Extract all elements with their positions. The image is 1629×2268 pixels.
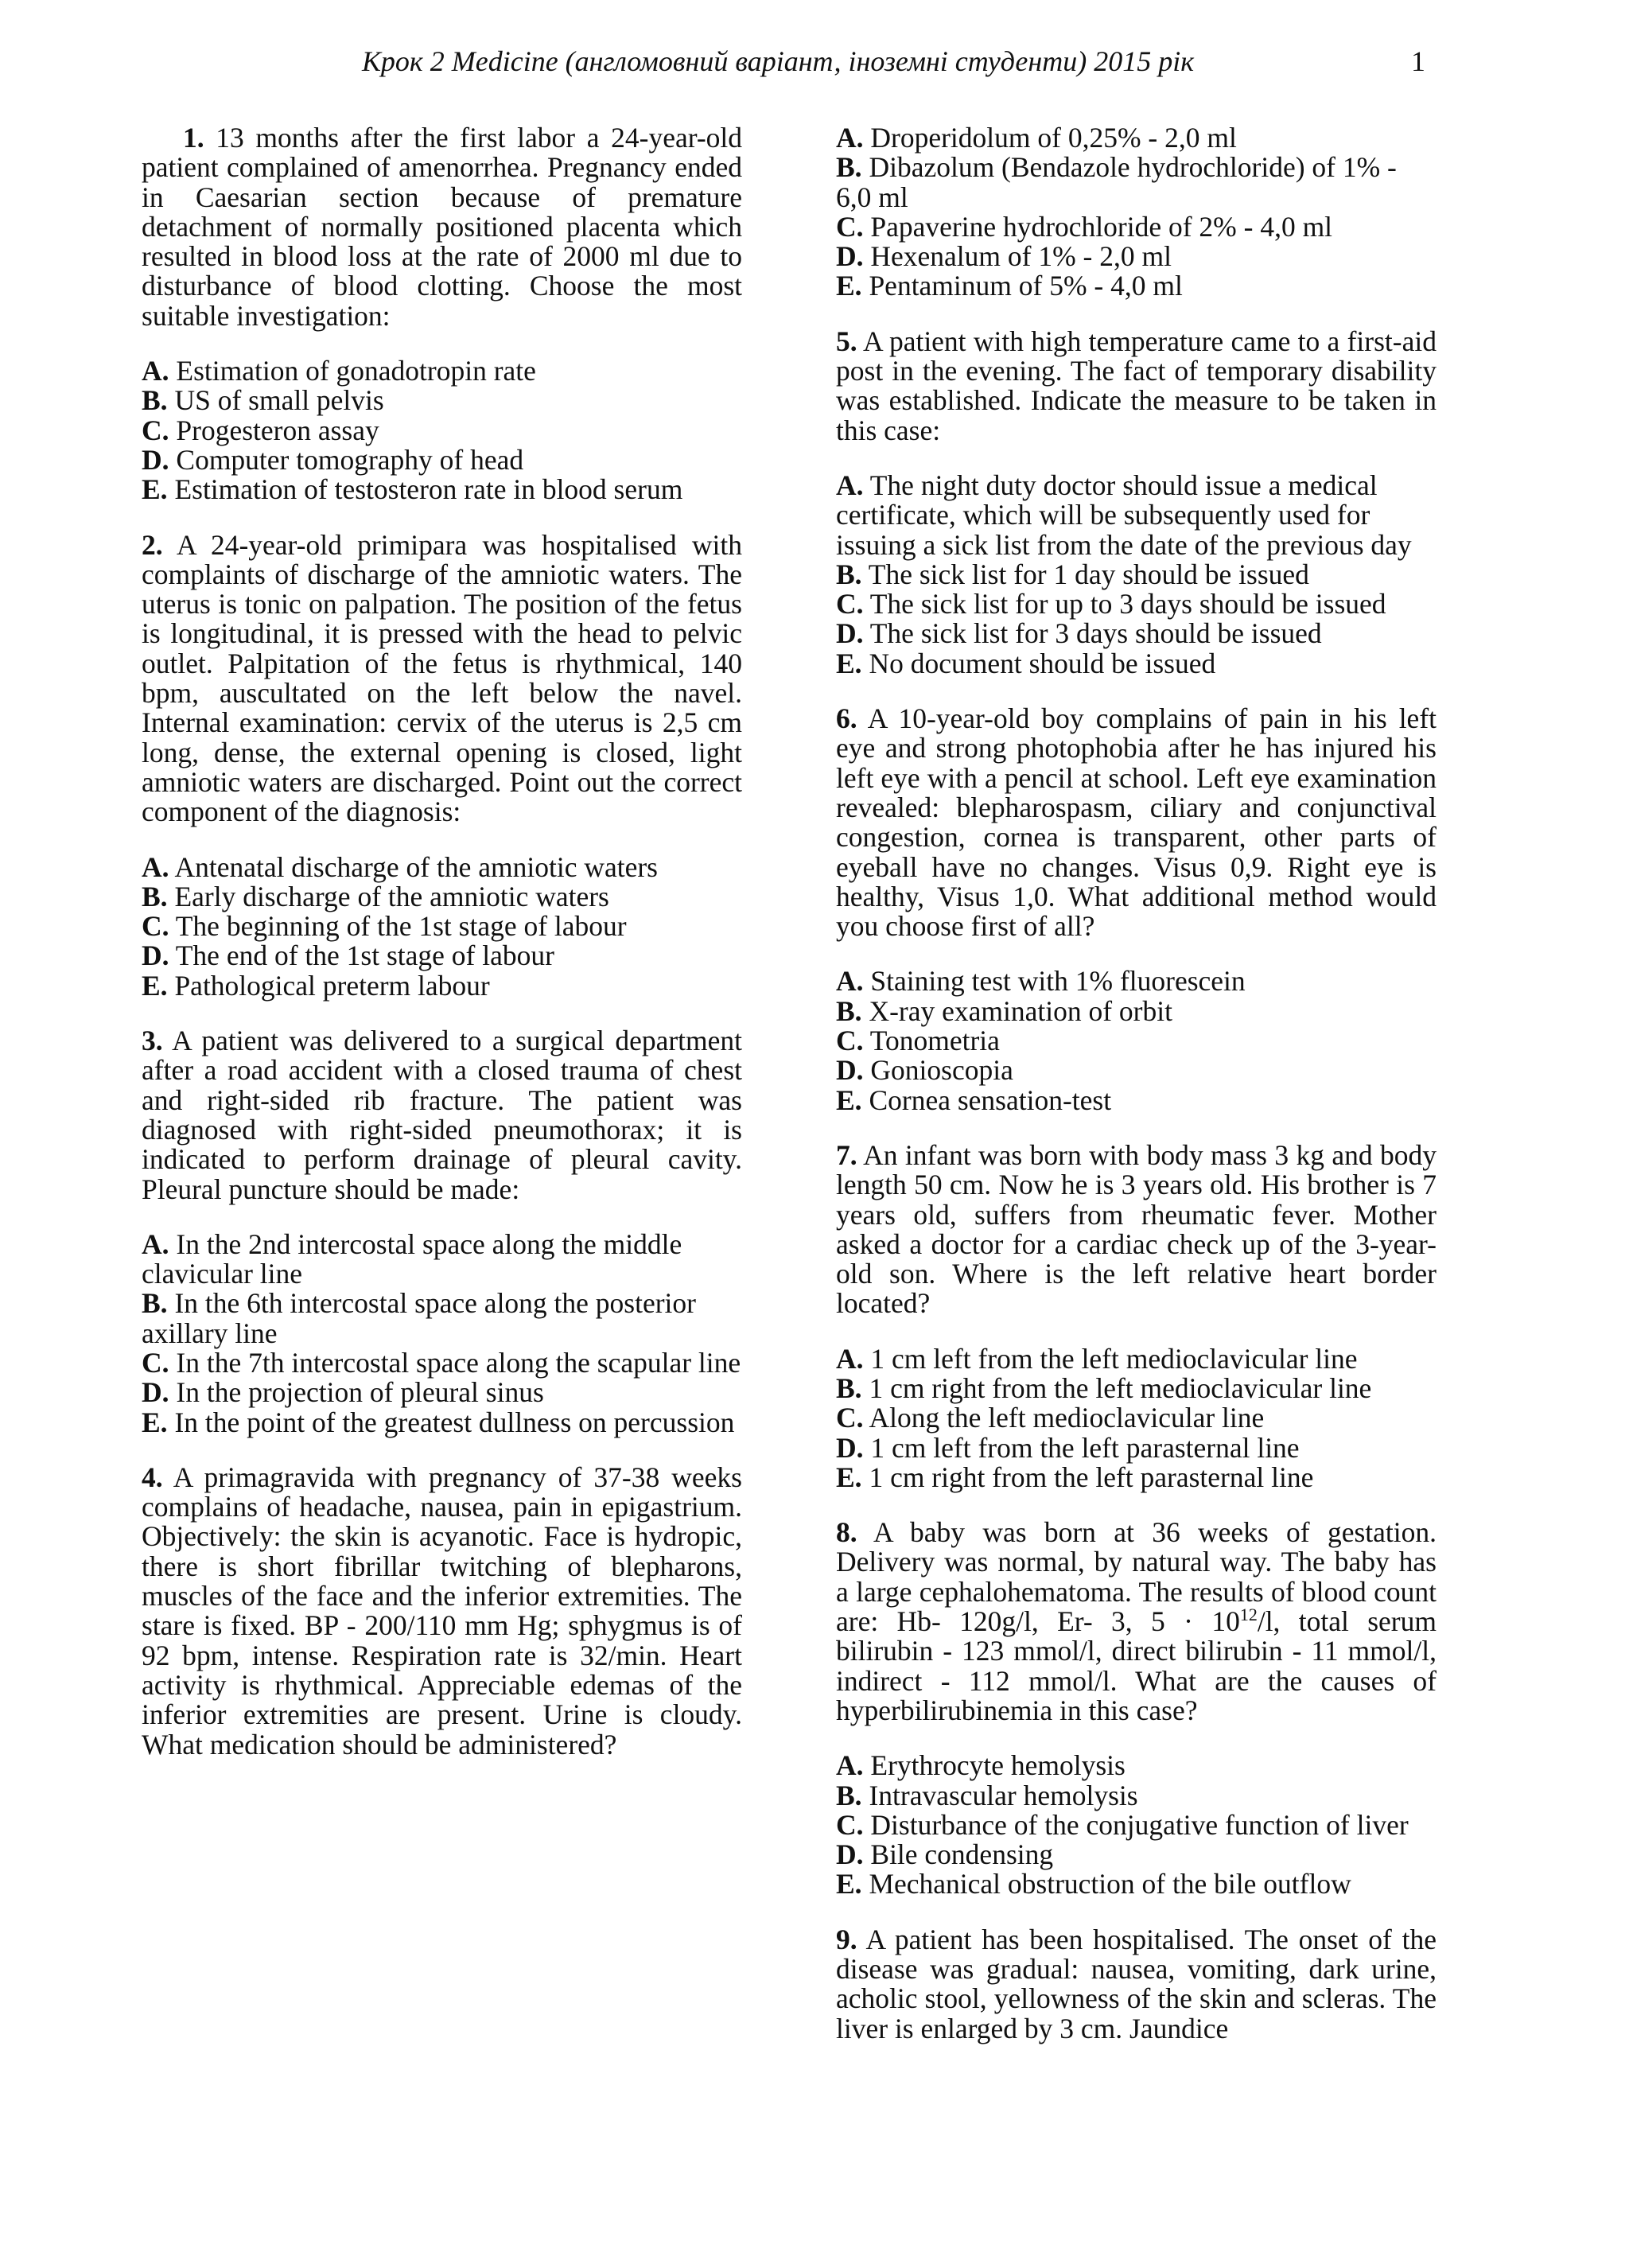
question-text: A 10-year-old boy complains of pain in his left eye and strong photophobia after he has injured his left eye with a pencil at school. Left eye examination revealed: blepharospasm, ciliary and conjunctival congestion, cornea is transparent, other parts of eyeball have no changes. Visus 0,9. Right eye is healthy, Visus 1,0. What additional method would you choose first of all? — [836, 702, 1437, 943]
option-text: Hexenalum of 1% - 2,0 ml — [870, 240, 1172, 273]
option-text: 1 cm left from the left parasternal line — [870, 1431, 1300, 1464]
answer-option — [142, 912, 742, 941]
option-text: Dibazolum (Bendazole hydrochloride) of 1% - 6,0 ml — [836, 151, 1397, 213]
option-text: Droperidolum of 0,25% - 2,0 ml — [870, 122, 1237, 154]
question-number: 7. — [836, 1138, 857, 1171]
option-letter: B. — [836, 151, 862, 184]
answer-option — [142, 1378, 742, 1407]
question-number: 5. — [836, 325, 857, 357]
answer-option — [142, 1227, 742, 1290]
page-header — [0, 41, 1629, 89]
option-text: Bile condensing — [870, 1838, 1054, 1871]
answer-option — [142, 1289, 742, 1348]
answer-option — [836, 1808, 1437, 1841]
option-text: Disturbance of the conjugative function of liver — [870, 1808, 1409, 1841]
option-letter: D. — [836, 1431, 864, 1464]
answer-option — [836, 1026, 1437, 1056]
option-text: Estimation of gonadotropin rate — [176, 355, 536, 387]
option-text: X-ray examination of orbit — [869, 994, 1172, 1027]
answer-option — [142, 445, 742, 475]
question-7 — [836, 1138, 1437, 1493]
option-letter: B. — [836, 1779, 862, 1811]
answer-option — [836, 153, 1437, 212]
answer-options — [142, 850, 742, 1002]
option-text: In the 2nd intercostal space along the middle clavicular line — [142, 1227, 682, 1290]
answer-option — [836, 619, 1437, 648]
answer-option — [836, 1463, 1437, 1492]
option-letter: D. — [836, 240, 864, 273]
option-letter: A. — [836, 469, 864, 501]
option-text: Erythrocyte hemolysis — [870, 1749, 1126, 1782]
answer-option — [142, 882, 742, 912]
option-letter: D. — [836, 1054, 864, 1087]
answer-option — [836, 1840, 1437, 1869]
option-text: Along the left medioclavicular line — [869, 1402, 1265, 1434]
option-text: Papaverine hydrochloride of 2% - 4,0 ml — [870, 210, 1333, 243]
answer-options — [142, 1227, 742, 1438]
option-letter: C. — [836, 1025, 864, 1057]
option-letter: E. — [142, 1406, 168, 1438]
option-letter: D. — [142, 939, 169, 972]
option-letter: B. — [836, 994, 862, 1027]
page-number: 1 — [1411, 45, 1425, 77]
option-text: Mechanical obstruction of the bile outflow — [869, 1868, 1351, 1900]
question-number: 9. — [836, 1923, 857, 1955]
question-stem — [836, 1518, 1437, 1725]
option-letter: B. — [142, 880, 168, 912]
question-stem — [142, 1463, 742, 1760]
option-text: No document should be issued — [869, 647, 1216, 679]
answer-option — [142, 416, 742, 445]
option-text: US of small pelvis — [174, 384, 384, 417]
question-text: A 24-year-old primipara was hospitalised with complaints of discharge of the amniotic waters. The uterus is tonic on palpation. The position of the fetus is longitudinal, it is pressed with the head to pelvic outlet. Palpitation of the fetus is rhythmical, 140 bpm, auscultated on the left below the navel. Internal examination: cervix of the uterus is 2,5 cm long, dense, the external opening is closed, light amniotic waters are discharged. Point out the correct component of the diagnosis: — [142, 528, 742, 828]
question-text: A primagravida with pregnancy of 37-38 weeks complains of headache, nausea, pain in epigastrium. Objectively: the skin is acyanotic. Face is hydropic, there is short fibrillar twitching of blepharons, muscles of the face and the inferior extremities. The stare is fixed. BP - 200/110 mm Hg; sphygmus is of 92 bpm, intense. Respiration rate is 32/min. Heart activity is rhythmical. Appreciable edemas of the inferior extremities are present. Urine is cloudy. What medication should be administered? — [142, 1461, 742, 1760]
option-text: 1 cm right from the left parasternal line — [869, 1461, 1314, 1493]
question-stem — [836, 1925, 1437, 2044]
option-letter: C. — [836, 1402, 864, 1434]
question-text: A patient has been hospitalised. The onset of the disease was gradual: nausea, vomiting, dark urine, acholic stool, yellowness of the skin and scleras. The liver is enlarged by 3 cm. Jaundice — [836, 1923, 1437, 2044]
option-text: Tonometria — [869, 1025, 1000, 1057]
question-number: 2. — [142, 528, 163, 561]
question-text: A patient was delivered to a surgical department after a road accident with a closed trauma of chest and right-sided rib fracture. The patient was diagnosed with right-sided pneumothorax; it is indicated to perform drainage of pleural cavity. Pleural puncture should be made: — [142, 1025, 743, 1205]
header-title: Крок 2 Medicine (англомовний варіант, іноземні студенти) 2015 рік — [362, 45, 1195, 77]
option-text: In the point of the greatest dullness on percussion — [174, 1406, 735, 1438]
question-stem — [142, 528, 742, 828]
answer-option — [836, 1869, 1437, 1899]
question-text: A baby was born at 36 weeks of gestation. Delivery was normal, by natural way. The baby has a large cephalohematoma. The results of blood count are: Hb- 120g/l, Er- 3, 5 · 10 — [836, 1516, 1437, 1638]
option-letter: D. — [142, 443, 169, 476]
answer-option — [836, 649, 1437, 679]
option-text: The beginning of the 1st stage of labour — [175, 910, 627, 943]
option-letter: C. — [142, 1346, 169, 1379]
option-letter: C. — [836, 1808, 864, 1841]
answer-option — [142, 1408, 742, 1437]
option-letter: D. — [836, 617, 864, 650]
question-text: 13 months after the first labor a 24-year-old patient complained of amenorrhea. Pregnancy ended in Caesarian section because of premature detachment of normally positioned placenta which resulted in blood loss at the rate of 2000 ml due to disturbance of blood clotting. Choose the most suitable investigation: — [142, 122, 743, 332]
option-letter: D. — [142, 1376, 169, 1409]
option-letter: E. — [142, 969, 168, 1002]
option-letter: E. — [836, 270, 862, 302]
question-stem — [142, 1026, 742, 1204]
question-8 — [836, 1518, 1437, 1900]
option-text: In the 6th intercostal space along the posterior axillary line — [142, 1287, 696, 1349]
question-6 — [836, 704, 1437, 1115]
answer-option — [836, 994, 1437, 1027]
answer-option — [836, 1781, 1437, 1811]
option-text: The end of the 1st stage of labour — [175, 939, 554, 972]
option-text: 1 cm right from the left medioclavicular line — [869, 1371, 1372, 1404]
question-number: 8. — [836, 1516, 857, 1549]
option-letter: A. — [836, 1749, 864, 1782]
answer-option — [836, 1751, 1437, 1780]
option-text: Estimation of testosteron rate in blood serum — [174, 473, 683, 506]
option-letter: B. — [836, 1371, 862, 1404]
question-number: 4. — [142, 1461, 163, 1493]
question-9 — [836, 1925, 1437, 2044]
option-letter: E. — [142, 473, 168, 506]
answer-options — [836, 1344, 1437, 1492]
option-text: Antenatal discharge of the amniotic waters — [174, 850, 658, 883]
question-stem — [836, 704, 1437, 941]
answer-option — [142, 386, 742, 415]
question-stem — [142, 123, 742, 331]
option-letter: C. — [836, 588, 864, 620]
option-text: Cornea sensation-test — [869, 1083, 1112, 1116]
answer-option — [836, 1431, 1437, 1464]
question-4-options — [836, 123, 1437, 301]
option-text: 1 cm left from the left medioclavicular line — [870, 1342, 1358, 1375]
answer-option — [836, 471, 1437, 560]
option-letter: E. — [836, 1461, 862, 1493]
answer-options — [836, 471, 1437, 679]
superscript-exponent: 12 — [1239, 1605, 1258, 1625]
answer-option — [142, 356, 742, 386]
option-text: The night duty doctor should issue a medical certificate, which will be subsequently used for issuing a sick list from the date of the previous day — [836, 469, 1412, 561]
answer-option — [836, 967, 1437, 996]
option-letter: A. — [836, 1342, 864, 1375]
option-text: Progesteron assay — [176, 414, 379, 446]
answer-options — [836, 1751, 1437, 1899]
answer-option — [142, 971, 742, 1001]
answer-option — [142, 475, 742, 504]
answer-option — [142, 941, 742, 971]
question-number: 6. — [836, 702, 857, 735]
option-letter: E. — [836, 647, 862, 679]
option-text: Early discharge of the amniotic waters — [174, 880, 609, 912]
option-letter: A. — [836, 965, 864, 998]
question-text-continued: /l, total serum bilirubin - 123 mmol/l, direct bilirubin - 11 mmol/l, indirect - 112 mmol/l. What are the causes of hyperbilirubinemia in this case? — [836, 1605, 1437, 1726]
answer-option — [142, 850, 742, 883]
option-letter: E. — [836, 1868, 862, 1900]
option-text: Intravascular hemolysis — [869, 1779, 1138, 1811]
option-letter: B. — [836, 558, 862, 590]
question-stem — [836, 1138, 1437, 1320]
answer-options — [836, 967, 1437, 1115]
answer-options — [142, 356, 742, 504]
option-letter: B. — [142, 1287, 168, 1320]
option-letter: C. — [836, 210, 864, 243]
question-4 — [142, 1463, 742, 1760]
question-2 — [142, 528, 742, 1002]
option-letter: A. — [142, 355, 169, 387]
option-text: Gonioscopia — [870, 1054, 1013, 1087]
option-text: Pentaminum of 5% - 4,0 ml — [869, 270, 1183, 302]
answer-option — [142, 1348, 742, 1378]
option-text: The sick list for 3 days should be issued — [869, 617, 1322, 650]
option-letter: D. — [836, 1838, 864, 1871]
answer-option — [836, 1056, 1437, 1085]
question-stem — [836, 327, 1437, 445]
answer-option — [836, 1403, 1437, 1433]
option-text: The sick list for up to 3 days should be issued — [869, 588, 1386, 620]
option-letter: C. — [142, 414, 169, 446]
answer-option — [836, 271, 1437, 301]
option-letter: A. — [142, 1227, 169, 1260]
answer-option — [836, 560, 1437, 589]
question-5 — [836, 327, 1437, 679]
answer-option — [836, 212, 1437, 242]
answer-option — [836, 1344, 1437, 1374]
option-letter: B. — [142, 384, 168, 417]
option-text: In the 7th intercostal space along the scapular line — [176, 1346, 741, 1379]
right-column — [836, 123, 1437, 2069]
left-column — [142, 123, 742, 1785]
question-number: 3. — [142, 1025, 163, 1057]
question-text: An infant was born with body mass 3 kg and body length 50 cm. Now he is 3 years old. His brother is 7 years old, suffers from rheumatic fever. Mother asked a doctor for a cardiac check up of the 3-year-old son. Where is the left relative heart border located? — [836, 1138, 1437, 1320]
option-text: In the projection of pleural sinus — [176, 1376, 544, 1409]
answer-option — [836, 123, 1437, 153]
option-letter: E. — [836, 1083, 862, 1116]
option-text: Staining test with 1% fluorescein — [870, 965, 1246, 998]
answer-option — [836, 589, 1437, 619]
option-letter: A. — [836, 122, 864, 154]
option-text: The sick list for 1 day should be issued — [868, 558, 1309, 590]
answer-option — [836, 1083, 1437, 1116]
option-text: Computer tomography of head — [176, 443, 524, 476]
question-text: A patient with high temperature came to a first-aid post in the evening. The fact of temporary disability was established. Indicate the measure to be taken in this case: — [836, 325, 1437, 446]
option-letter: A. — [142, 850, 169, 883]
answer-option — [836, 242, 1437, 271]
option-text: Pathological preterm labour — [174, 969, 490, 1002]
question-number: 1. — [183, 122, 204, 154]
answer-option — [836, 1371, 1437, 1404]
question-1 — [142, 123, 742, 505]
option-letter: C. — [142, 910, 169, 943]
question-3 — [142, 1026, 742, 1437]
